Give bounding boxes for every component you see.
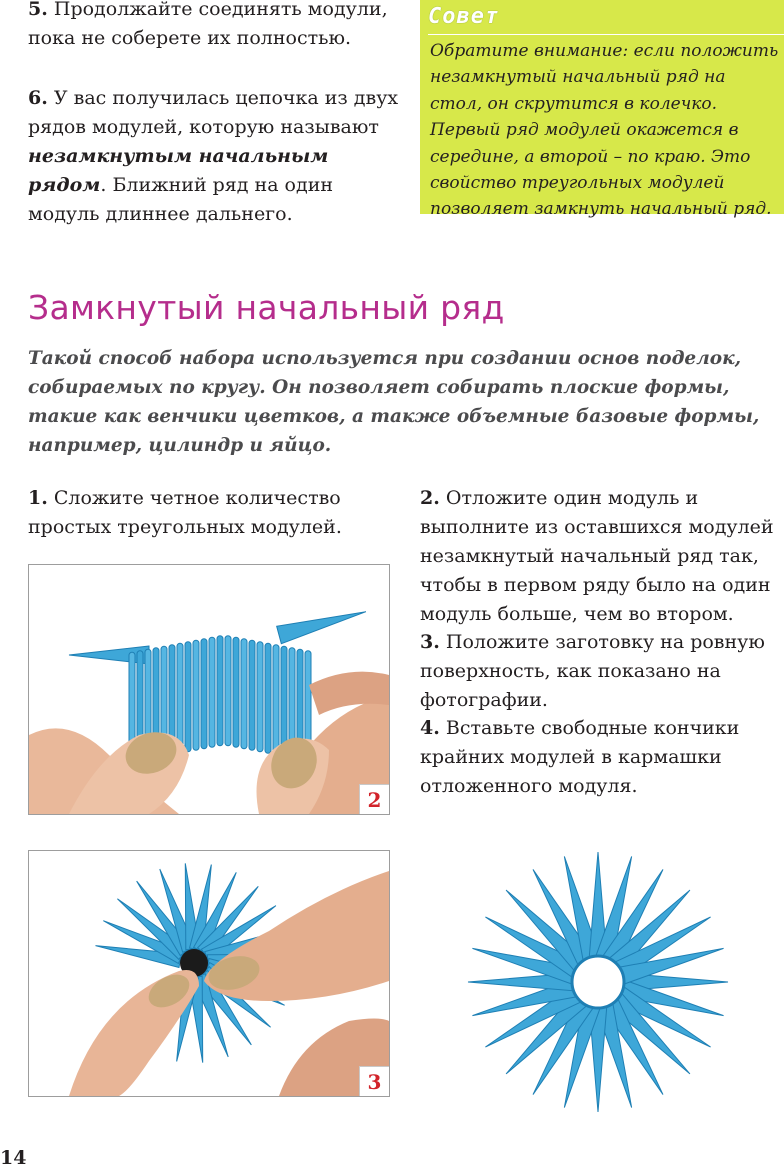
step-2-text: Отложите один модуль и выполните из оставшихся модулей незамкнутый начальный ряд так, чтобы в первом ряду было на один модуль больше, чем во втором. [420,487,774,625]
section-title: Замкнутый начальный ряд [28,288,505,327]
tip-box [420,0,784,220]
step-5-text: Продолжайте соединять модули, пока не соберете их полностью. [28,0,388,49]
fig2-module [233,637,239,747]
fig2-module [209,637,215,747]
fig2-module [177,643,183,753]
step-4-number: 4. [420,717,440,739]
fig2-module [281,646,287,756]
step-1-text: Сложите четное количество простых треугольных модулей. [28,487,342,538]
figure-3-photo [28,850,390,1097]
fig2-module [225,636,231,746]
step-3-number: 3. [420,631,440,653]
figure-3-illustration [29,851,389,1096]
step-3 [420,628,784,715]
fig2-module [201,639,207,749]
step-4-text: Вставьте свободные кончики крайних модулей в кармашки отложенного модуля. [420,717,740,797]
step-1 [28,484,378,542]
section-intro: Такой способ набора используется при создании основ поделок, собираемых по кругу. Он позволяет собирать плоские формы, такие как венчики цветков, а также объемные базовые формы, например, цилиндр и яйцо. [28,348,760,456]
step-3-text: Положите заготовку на ровную поверхность, как показано на фотографии. [420,631,765,711]
figure-2-illustration [29,565,389,814]
step-6-text-after: . Ближний ряд на один модуль длиннее дальнего. [28,174,334,225]
fig2-module-flap [277,612,366,644]
page-number: 14 [0,1147,27,1169]
step-6 [28,84,400,229]
figure-2-label: 2 [359,784,389,814]
tip-title: Совет [428,4,500,29]
ring-module-group [468,852,728,1112]
ring-center [572,956,624,1008]
fig2-module [273,645,279,755]
figure-2-photo [28,564,390,815]
step-1-number: 1. [28,487,48,509]
fig2-module [217,636,223,746]
step-6-emphasis: незамкнутым начальным рядом [28,145,329,196]
fig2-module [257,642,263,752]
step-5-number: 5. [28,0,48,20]
fig2-module [241,639,247,749]
step-2 [420,484,784,629]
fig2-module [185,642,191,752]
tip-divider [428,34,784,35]
step-5 [28,0,400,53]
tip-text: Обратите внимание: если положить незамкнутый начальный ряд на стол, он скрутится в колечко. Первый ряд модулей окажется в середине, а второй – по краю. Это свойство треугольных модулей позволяет замкнуть начальный ряд. [430,41,779,220]
step-2-number: 2. [420,487,440,509]
closed-ring-illustration [458,842,738,1122]
step-4 [420,714,784,801]
step-6-text-before: У вас получилась цепочка из двух рядов модулей, которую называют [28,87,399,138]
step-6-number: 6. [28,87,48,109]
fig2-module [249,640,255,750]
fig2-module [265,643,271,753]
figure-3-label: 3 [359,1066,389,1096]
fig2-module [193,640,199,750]
